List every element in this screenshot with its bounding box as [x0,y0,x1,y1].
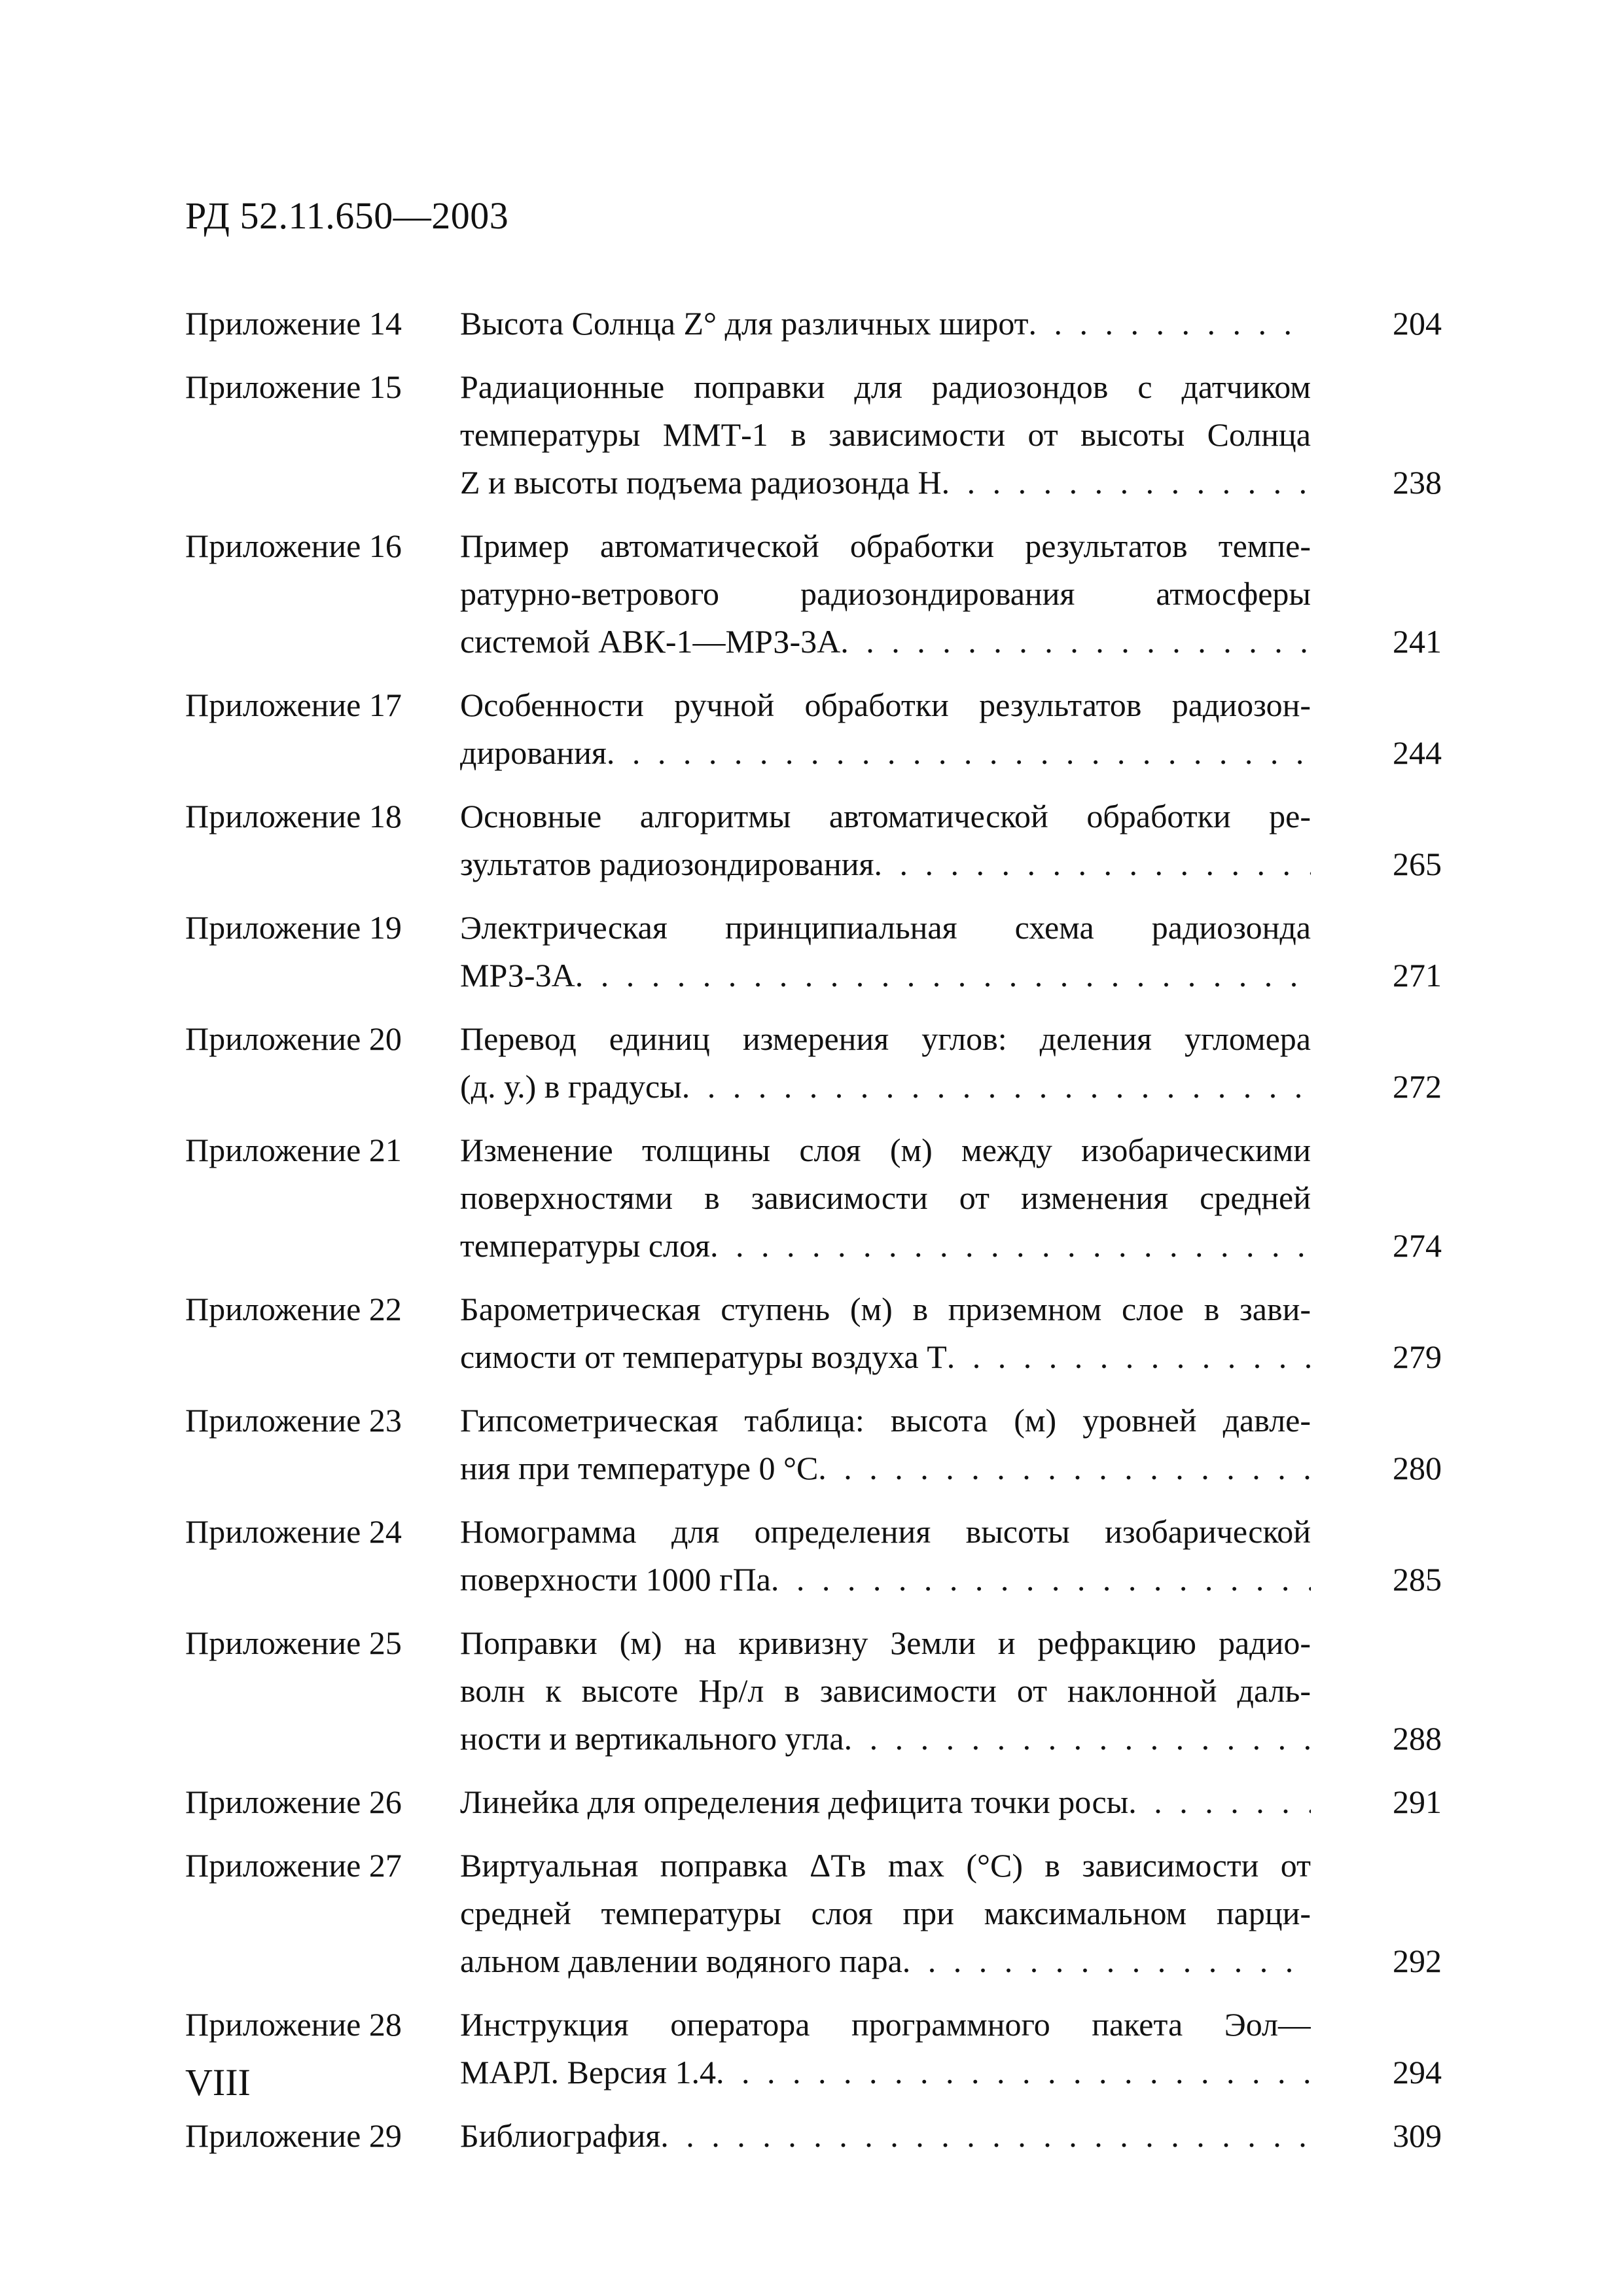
toc-entry-label: Приложение 22 [185,1291,402,1327]
toc-entry-page: 274 [1393,1227,1442,1264]
dot-leader [1128,1778,1311,1826]
toc-entry-title-line: средней температуры слоя при максимальном парци- [460,1895,1311,1931]
toc-entry-label: Приложение 29 [185,2117,402,2154]
toc-entry-page: 272 [1393,1068,1442,1105]
toc-entry-page: 279 [1393,1338,1442,1375]
toc-entry [185,1285,1442,1381]
toc-entry-title-line: (д. у.) в градусы . . . [460,1063,1311,1111]
toc-entry-title-line: Электрическая принципиальная схема радиозонда [460,909,1311,946]
dot-leader [818,1444,1311,1492]
toc-entry-label: Приложение 15 [185,368,402,405]
dot-leader [575,952,1311,999]
dot-leader [607,729,1311,777]
toc-entry-label: Приложение 14 [185,305,402,342]
toc-entry-title-line: ратурно-ветрового радиозондирования атмосферы [460,575,1311,612]
toc-entry-page: 285 [1393,1561,1442,1598]
toc-entry-label: Приложение 19 [185,909,402,946]
toc-entry-title-line: температуры слоя . . . [460,1222,1311,1270]
toc-entry-label: Приложение 24 [185,1513,402,1550]
toc-entry-label: Приложение 28 [185,2006,402,2043]
table-of-contents [185,300,1442,2176]
toc-entry-title [460,1842,1311,1985]
toc-entry-page: 241 [1393,623,1442,660]
toc-entry-page: 271 [1393,957,1442,994]
dot-leader [710,1222,1311,1270]
dot-leader [660,2112,1311,2160]
page-number: VIII [185,2061,251,2104]
toc-entry-title-line: Поправки (м) на кривизну Земли и рефракцию радио- [460,1624,1311,1661]
toc-entry-page: 288 [1393,1720,1442,1757]
toc-entry-title-line: Z и высоты подъема радиозонда H . . . [460,459,1311,507]
toc-entry-page: 292 [1393,1943,1442,1979]
dot-leader [947,1333,1311,1381]
toc-entry-label: Приложение 26 [185,1784,402,1820]
toc-entry-title [460,1778,1311,1826]
toc-entry-title-line: Высота Солнца Z° для различных широт . . . [460,300,1311,348]
toc-entry-title-line: альном давлении водяного пара . . . [460,1937,1311,1985]
toc-entry-title-line: системой АВК-1—МРЗ-3А . . . [460,618,1311,666]
dot-leader [1029,300,1311,348]
toc-entry-title-line: температуры ММТ-1 в зависимости от высоты Солнца [460,416,1311,453]
toc-entry-title-line: Гипсометрическая таблица: высота (м) уровней давле- [460,1402,1311,1439]
toc-entry [185,1015,1442,1111]
dot-leader [716,2049,1311,2096]
dot-leader [771,1556,1311,1604]
toc-entry-title-line: Радиационные поправки для радиозондов с датчиком [460,368,1311,405]
toc-entry-page: 238 [1393,464,1442,501]
document-code: РД 52.11.650—2003 [185,194,509,237]
toc-entry-title-line: Особенности ручной обработки результатов радиозон- [460,687,1311,723]
toc-entry-page: 265 [1393,846,1442,882]
toc-entry-page: 280 [1393,1450,1442,1486]
toc-entry-page: 291 [1393,1784,1442,1820]
toc-entry-title [460,793,1311,888]
toc-entry-title [460,1285,1311,1381]
toc-entry-title-line: Перевод единиц измерения углов: деления угломера [460,1020,1311,1057]
toc-entry [185,1126,1442,1270]
toc-entry-title-line: Пример автоматической обработки результатов темпе- [460,528,1311,564]
toc-entry [185,2001,1442,2096]
toc-entry-title [460,681,1311,777]
toc-entry-title [460,1619,1311,1763]
toc-entry [185,1842,1442,1985]
dot-leader [840,618,1311,666]
toc-entry-title-line: МРЗ-3А . . . [460,952,1311,999]
toc-entry-title [460,522,1311,666]
toc-entry-page: 294 [1393,2054,1442,2090]
toc-entry-title-line: поверхностями в зависимости от изменения средней [460,1179,1311,1216]
toc-entry-title [460,2112,1311,2160]
toc-entry-title-line: Инструкция оператора программного пакета Эол— [460,2006,1311,2043]
toc-entry-title-line: Виртуальная поправка ΔTв max (°С) в зависимости от [460,1847,1311,1884]
toc-entry-label: Приложение 18 [185,798,402,834]
toc-entry-label: Приложение 17 [185,687,402,723]
dot-leader [874,840,1311,888]
dot-leader [942,459,1311,507]
toc-entry [185,681,1442,777]
toc-entry-page: 309 [1393,2117,1442,2154]
toc-entry-title [460,300,1311,348]
toc-entry-title-line: МАРЛ. Версия 1.4 . . . [460,2049,1311,2096]
toc-entry-title-line: Библиография . . . [460,2112,1311,2160]
toc-entry-title [460,363,1311,507]
toc-entry-label: Приложение 21 [185,1132,402,1168]
toc-entry [185,1508,1442,1604]
toc-entry-page: 244 [1393,734,1442,771]
toc-entry-title-line: Линейка для определения дефицита точки росы . . . [460,1778,1311,1826]
toc-entry-title-line: Изменение толщины слоя (м) между изобарическими [460,1132,1311,1168]
toc-entry-title [460,1508,1311,1604]
toc-entry-title-line: волн к высоте Hр/л в зависимости от наклонной даль- [460,1672,1311,1709]
dot-leader [902,1937,1311,1985]
toc-entry-title-line: зультатов радиозондирования . . . [460,840,1311,888]
toc-entry [185,793,1442,888]
toc-entry [185,904,1442,999]
toc-entry-title-line: Номограмма для определения высоты изобарической [460,1513,1311,1550]
toc-entry-title [460,1397,1311,1492]
toc-entry [185,1397,1442,1492]
toc-entry-title-line: ния при температуре 0 °С . . . [460,1444,1311,1492]
toc-entry-title [460,904,1311,999]
toc-entry-page: 204 [1393,305,1442,342]
toc-entry-title [460,1126,1311,1270]
toc-entry-title [460,1015,1311,1111]
toc-entry [185,1778,1442,1826]
toc-entry-title-line: Основные алгоритмы автоматической обработки ре- [460,798,1311,834]
toc-entry-title-line: симости от температуры воздуха T . . . [460,1333,1311,1381]
toc-entry-title-line: дирования . . . [460,729,1311,777]
toc-entry [185,300,1442,348]
toc-entry-title-line: поверхности 1000 гПа . . . [460,1556,1311,1604]
toc-entry-label: Приложение 16 [185,528,402,564]
toc-entry-title-line: Барометрическая ступень (м) в приземном слое в зави- [460,1291,1311,1327]
toc-entry [185,363,1442,507]
dot-leader [844,1715,1311,1763]
toc-entry [185,2112,1442,2160]
toc-entry-label: Приложение 23 [185,1402,402,1439]
toc-entry [185,522,1442,666]
toc-entry-label: Приложение 20 [185,1020,402,1057]
toc-entry [185,1619,1442,1763]
toc-entry-label: Приложение 27 [185,1847,402,1884]
toc-entry-title-line: ности и вертикального угла . . . [460,1715,1311,1763]
toc-entry-title [460,2001,1311,2096]
dot-leader [682,1063,1311,1111]
toc-entry-label: Приложение 25 [185,1624,402,1661]
